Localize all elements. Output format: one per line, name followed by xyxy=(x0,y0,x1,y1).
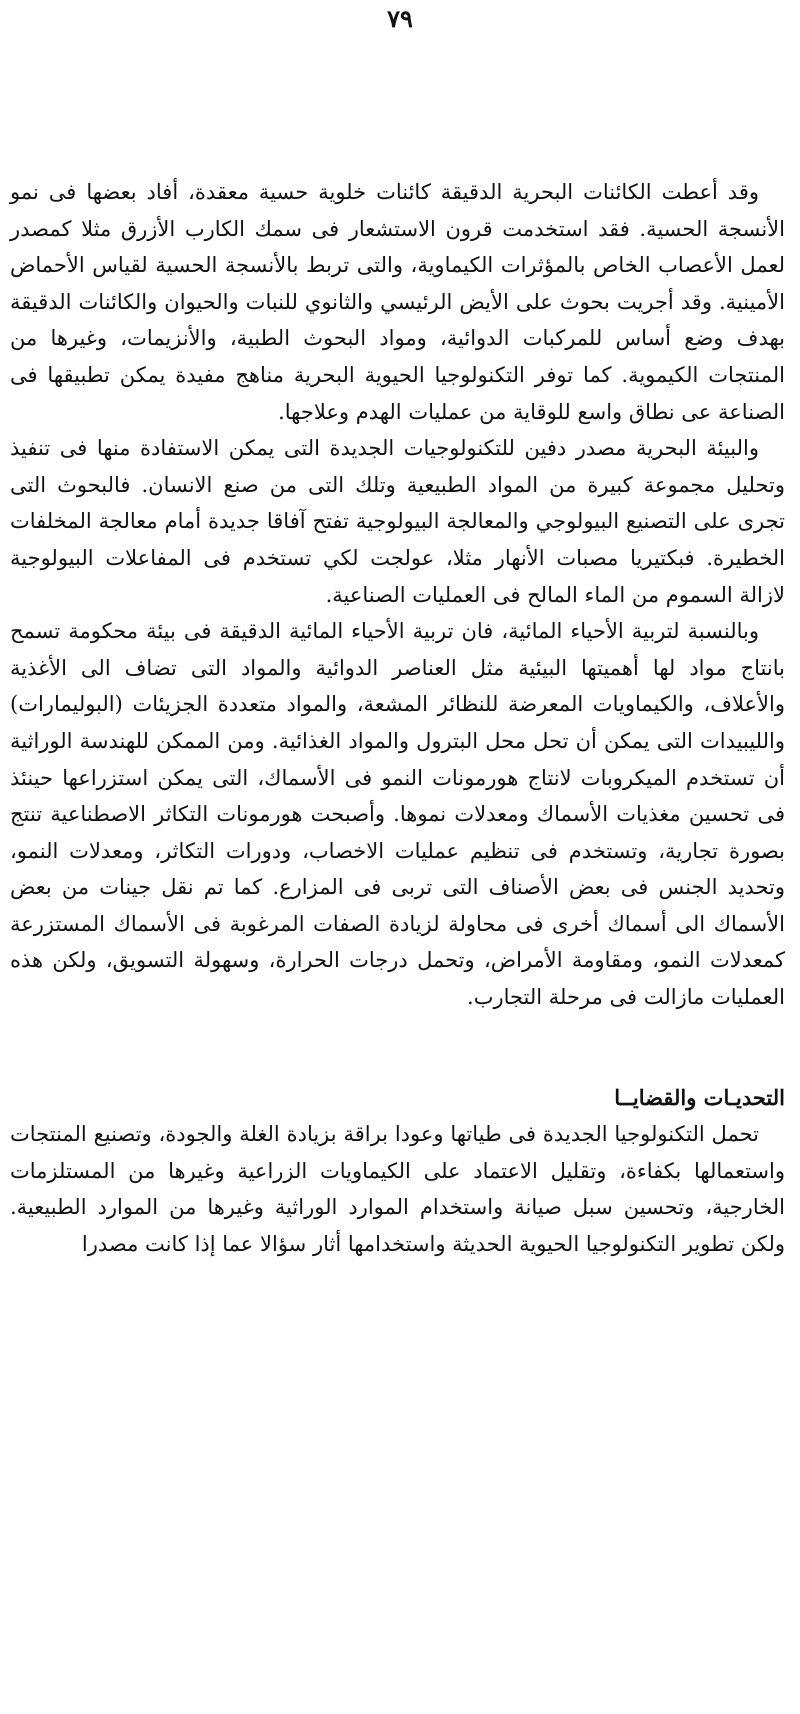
body-text xyxy=(10,174,785,1263)
paragraph-challenges: تحمل التكنولوجيا الجديدة فى طياتها وعودا براقة بزيادة الغلة والجودة، وتصنيع المنتجات واستعمالها بكفاءة، وتقليل الاعتماد على الكيماويات الزراعية وغيرها من المستلزمات الخارجية، وتحسين سبل صيانة واستخدام الموارد الوراثية وغيرها من الموارد الطبيعية. ولكن تطوير التكنولوجيا الحيوية الحديثة واستخدامها أثار سؤالا عما إذا كانت مصدرا xyxy=(10,1122,785,1257)
paragraph-aquaculture: وبالنسبة لتربية الأحياء المائية، فان تربية الأحياء المائية الدقيقة فى بيئة محكومة تسمح بانتاج مواد لها أهميتها البيئية مثل العناصر الدوائية والمواد التى تضاف الى الأغذية والأعلاف، والكيماويات المعرضة للنظائر المشعة، والمواد متعددة الجزيئات (البوليمارات) والليبيدات التى يمكن أن تحل محل البترول والمواد الغذائية. ومن الممكن للهندسة الوراثية أن تستخدم الميكروبات لانتاج هورمونات النمو فى الأسماك، التى يمكن استزراعها حينئذ فى تحسين مغذيات الأسماك ومعدلات نموها. وأصبحت هورمونات التكاثر الاصطناعية تنتج بصورة تجارية، وتستخدم فى تنظيم عمليات الاخصاب، ودورات التكاثر، ومعدلات النمو، وتحديد الجنس فى بعض الأصناف التى تربى فى المزارع. كما تم نقل جينات من بعض الأسماك الى أسماك أخرى فى محاولة لزيادة الصفات المرغوبة فى الأسماك المستزرعة كمعدلات النمو، ومقاومة الأمراض، وتحمل درجات الحرارة، وسهولة التسويق، ولكن هذه العمليات مازالت فى مرحلة التجارب. xyxy=(10,619,785,1010)
section-heading: التحديـات والقضايــا xyxy=(614,1084,785,1110)
paragraph-marine-organisms: وقد أعطت الكائنات البحرية الدقيقة كائنات خلوية حسية معقدة، أفاد بعضها فى نمو الأنسجة الحسية. فقد استخدمت قرون الاستشعار فى سمك الكارب الأزرق مثلا كمصدر لعمل الأعصاب الخاص بالمؤثرات الكيماوية، والتى تربط بالأنسجة الحسية لقياس الأحماض الأمينية. وقد أجريت بحوث على الأيض الرئيسي والثانوي للنبات والحيوان والكائنات الدقيقة بهدف وضع أساس للمركبات الدوائية، ومواد البحوث الطبية، والأنزيمات، وغيرها من المنتجات الكيموية. كما توفر التكنولوجيا الحيوية البحرية مناهج مفيدة يمكن تطبيقها فى الصناعة عى نطاق واسع للوقاية من عمليات الهدم وعلاجها. xyxy=(10,180,785,424)
paragraph-marine-environment: والبيئة البحرية مصدر دفين للتكنولوجيات الجديدة التى يمكن الاستفادة منها فى تنفيذ وتحليل مجموعة كبيرة من المواد الطبيعية وتلك التى من صنع الانسان. فالبحوث التى تجرى على التصنيع البيولوجي والمعالجة البيولوجية تفتح آفاقا جديدة أمام معالجة المخلفات الخطيرة. فبكتيريا مصبات الأنهار مثلا، عولجت لكي تستخدم فى المفاعلات البيولوجية لازالة السموم من الماء المالح فى العمليات الصناعية. xyxy=(10,436,785,607)
page-number: ٧٩ xyxy=(387,4,413,33)
